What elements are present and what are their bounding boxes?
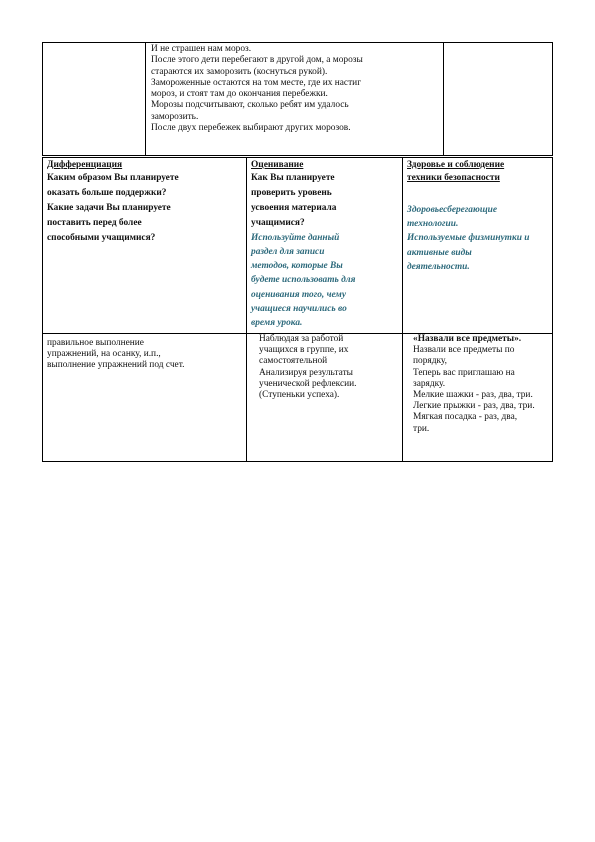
story-line: стараются их заморозить (коснуться рукой). xyxy=(151,66,328,77)
question-line: поставить перед более xyxy=(47,217,142,228)
story-line: заморозить. xyxy=(151,111,199,122)
safety-content-cell xyxy=(403,334,553,462)
assessment-content-cell xyxy=(247,334,403,462)
body-line: три. xyxy=(413,423,430,434)
story-line: мороз, и стоят там до окончания перебежки. xyxy=(151,89,328,100)
body-line: Анализируя результаты xyxy=(259,367,353,378)
body-line: Легкие прыжки - раз, два, три. xyxy=(413,401,535,412)
question-line: способными учащимися? xyxy=(47,232,156,243)
story-line: После этого дети перебегают в другой дом, а морозы xyxy=(151,55,363,66)
safety-title: техники безопасности xyxy=(407,173,500,184)
top-table xyxy=(42,42,553,156)
story-line: Замороженные остаются на том месте, где их настиг xyxy=(151,77,362,88)
story-line: Морозы подсчитывают, сколько ребят им удалось xyxy=(151,100,349,111)
body-line: Наблюдая за работой xyxy=(259,334,344,344)
safety-title: Здоровье и соблюдение xyxy=(407,160,505,170)
note-line: методов, которые Вы xyxy=(251,261,343,272)
note-line: деятельности. xyxy=(407,262,470,272)
note-line: оценивания того, чему xyxy=(251,289,347,300)
note-line: технологии. xyxy=(407,219,459,230)
story-line: После двух перебежек выбирают других морозов. xyxy=(151,123,351,134)
body-line: ученической рефлексии. xyxy=(259,378,357,389)
body-line: (Ступеньки успеха). xyxy=(259,390,340,401)
exercise-title: «Назвали все предметы». xyxy=(413,334,522,344)
empty-cell-left xyxy=(43,43,146,156)
assessment-header-cell xyxy=(247,158,403,334)
question-line: учащимися? xyxy=(251,217,305,228)
note-line: Используемые физминутки и xyxy=(407,233,530,244)
body-line: Назвали все предметы по xyxy=(413,345,515,356)
question-line: проверить уровень xyxy=(251,188,332,199)
note-line: активные виды xyxy=(407,247,472,258)
note-line: учащиеся научились во xyxy=(251,304,347,315)
body-line: выполнение упражнений под счет. xyxy=(47,360,185,371)
body-line: порядку, xyxy=(413,356,447,367)
differentiation-header-cell xyxy=(43,158,247,334)
differentiation-content-cell xyxy=(43,334,247,462)
note-line: будете использовать для xyxy=(251,275,356,286)
body-line: Мягкая посадка - раз, два, xyxy=(413,412,518,423)
header-row xyxy=(43,158,553,334)
question-line: оказать больше поддержки? xyxy=(47,188,167,199)
empty-cell-right xyxy=(444,43,553,156)
game-description-cell xyxy=(146,43,444,156)
question-line: Каким образом Вы планируете xyxy=(47,173,179,184)
planning-table xyxy=(42,157,553,462)
body-line: Теперь вас приглашаю на xyxy=(413,367,515,378)
safety-header-cell xyxy=(403,158,553,334)
differentiation-title: Дифференциация xyxy=(47,160,123,170)
question-line: Как Вы планируете xyxy=(251,173,335,184)
note-line: Используйте данный xyxy=(251,232,340,243)
story-line: И не страшен нам мороз. xyxy=(151,44,252,54)
note-line: время урока. xyxy=(251,318,303,329)
body-line: самостоятельной xyxy=(259,356,328,367)
body-line: учащихся в группе, их xyxy=(259,345,349,356)
body-line: Мелкие шажки - раз, два, три. xyxy=(413,390,533,401)
body-line: упражнений, на осанку, и.п., xyxy=(47,349,161,360)
body-line: правильное выполнение xyxy=(47,338,144,348)
content-row xyxy=(43,334,553,462)
note-line: раздел для записи xyxy=(251,246,325,257)
note-line: Здоровьесберегающие xyxy=(407,204,498,215)
question-line: усвоения материала xyxy=(251,203,337,213)
assessment-title: Оценивание xyxy=(251,160,304,170)
question-line: Какие задачи Вы планируете xyxy=(47,203,171,213)
body-line: зарядку. xyxy=(413,378,446,389)
